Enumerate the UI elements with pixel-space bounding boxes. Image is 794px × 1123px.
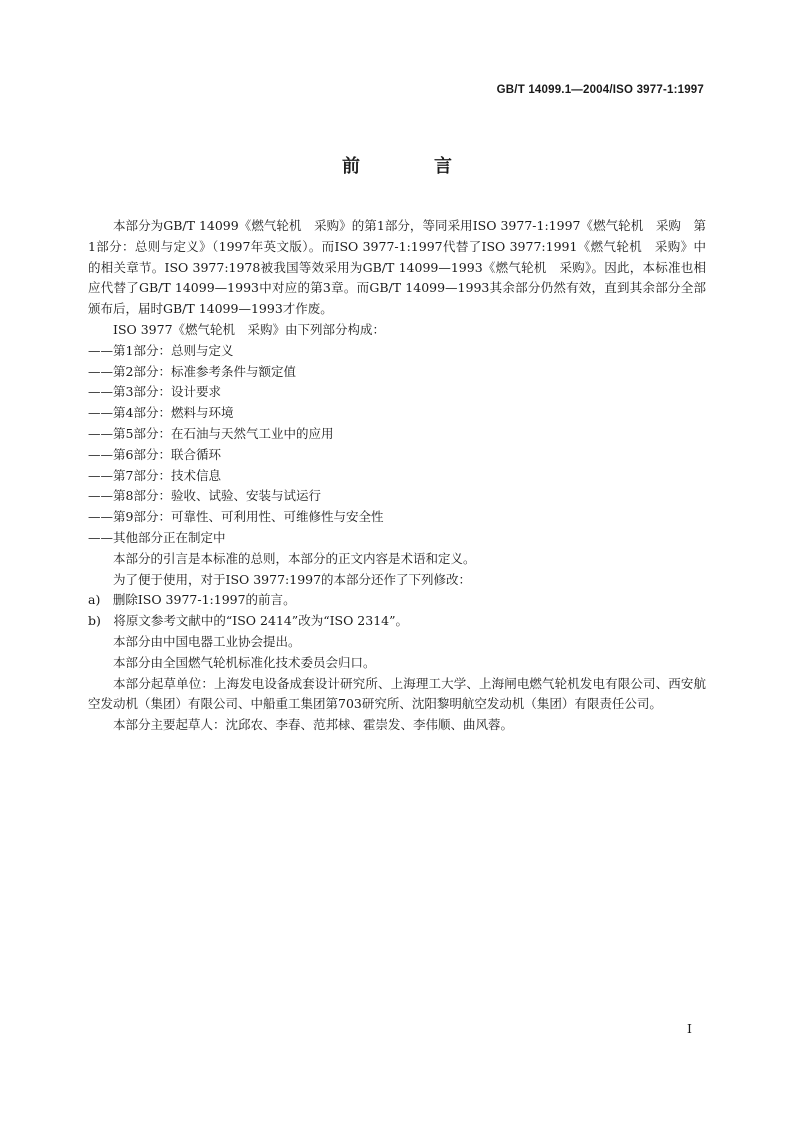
reference-paragraph: 本部分的引言是本标准的总则，本部分的正文内容是术语和定义。 [113, 550, 476, 566]
list-item: ——第8部分：验收、试验、安装与试运行 [88, 488, 321, 504]
list-item: ——第1部分：总则与定义 [88, 342, 234, 358]
parts-intro: ISO 3977《燃气轮机 采购》由下列部分构成： [113, 321, 386, 337]
drafting-units: 本部分起草单位：上海发电设备成套设计研究所、上海理工大学、上海闸电燃气轮机发电有限公司、西安航空发动机（集团）有限公司、中船重工集团第703研究所、沈阳黎明航空发动机（集团）有限责任公司。 [88, 675, 706, 712]
list-item: ——第7部分：技术信息 [88, 467, 221, 483]
page-number: I [687, 1021, 692, 1036]
list-item: ——第2部分：标准参考条件与额定值 [88, 363, 296, 379]
list-item: ——第4部分：燃料与环境 [88, 405, 234, 421]
managed-by: 本部分由全国燃气轮机标准化技术委员会归口。 [113, 654, 376, 670]
modification-item: a) 删除ISO 3977-1:1997的前言。 [88, 592, 296, 608]
document-body [88, 216, 706, 736]
modification-item: b) 将原文参考文献中的“ISO 2414”改为“ISO 2314”。 [88, 613, 409, 629]
intro-paragraph: 本部分为GB/T 14099《燃气轮机 采购》的第1部分，等同采用ISO 3977-1:1997《燃气轮机 采购 第1部分：总则与定义》（1997年英文版）。而ISO 3977-1:1997代替了ISO 3977:1991《燃气轮机 采购》中的相关章节。ISO 3977:1978被我国等效采用为GB/T 14099—1993《燃气轮机 采购》。因此，本标准也相应代替了GB/T 14099—1993中对应的第3章。而GB/T 14099—1993其余部分仍然有效，直到其余部分全部颁布后，届时GB/T 14099—1993才作废。 [88, 218, 706, 317]
modification-intro: 为了便于使用，对于ISO 3977:1997的本部分还作了下列修改： [113, 571, 472, 587]
list-item: ——其他部分正在制定中 [88, 529, 226, 545]
list-item: ——第3部分：设计要求 [88, 384, 221, 400]
list-item: ——第5部分：在石油与天然气工业中的应用 [88, 425, 334, 441]
page-title: 前 言 [342, 156, 480, 177]
list-item: ——第9部分：可靠性、可利用性、可维修性与安全性 [88, 509, 384, 525]
drafters: 本部分主要起草人：沈邱农、李春、范邦梂、霍崇发、李伟顺、曲风蓉。 [113, 717, 514, 733]
standard-code: GB/T 14099.1—2004/ISO 3977-1:1997 [496, 84, 704, 96]
list-item: ——第6部分：联合循环 [88, 446, 221, 462]
proposed-by: 本部分由中国电器工业协会提出。 [113, 633, 301, 649]
